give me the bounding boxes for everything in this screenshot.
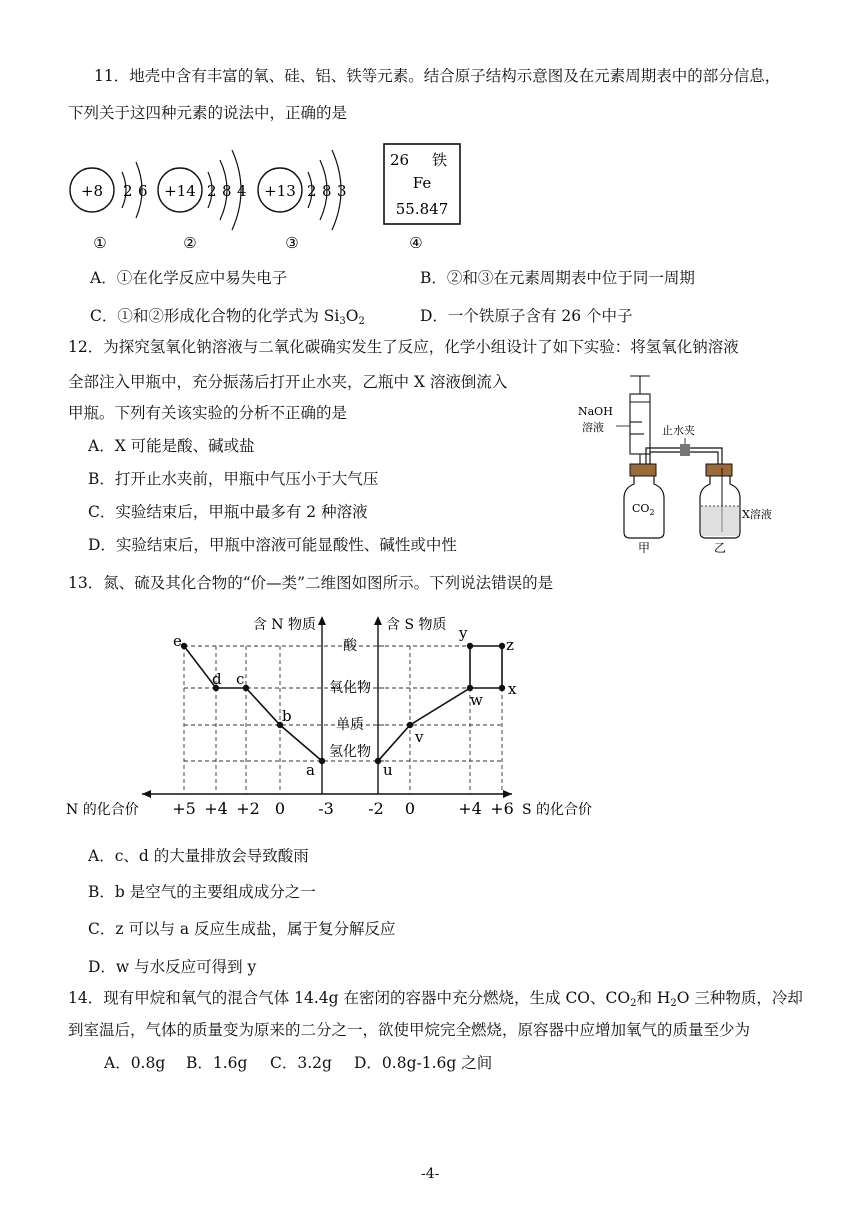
point-label-d: d — [212, 670, 222, 688]
point-label-x: x — [508, 680, 517, 698]
oxygen-atom-diagram — [70, 162, 148, 252]
q13-option-b: B．b 是空气的主要组成成分之一 — [88, 883, 316, 901]
tick-label: -2 — [368, 799, 384, 818]
s-valence-axis-label: S 的化合价 — [522, 802, 593, 818]
q13-valence-class-chart — [60, 608, 620, 826]
naoh-label: NaOH — [578, 405, 613, 418]
co2-label: $CO_2$ — [632, 502, 655, 517]
q11-stem-line1: 11．地壳中含有丰富的氧、硅、铝、铁等元素。结合原子结构示意图及在元素周期表中的部分信息， — [94, 67, 781, 85]
q14-stem-line1: 14．现有甲烷和氧气的混合气体 14.4g 在密闭的容器中充分燃烧，生成 CO、$CO_2$和 $H_2O$ 三种物质，冷却 — [68, 989, 803, 1009]
point-label-z: z — [506, 636, 514, 654]
page-number: -4- — [421, 1166, 440, 1182]
point-x — [499, 685, 505, 691]
silicon-atom-diagram — [158, 150, 247, 252]
bottle-jia — [624, 464, 664, 555]
s-tick-labels — [368, 799, 514, 818]
point-label-w: w — [470, 691, 483, 709]
atomic-mass: 55.847 — [395, 200, 449, 218]
q14-stem-line2: 到室温后，气体的质量变为原来的二分之一，欲使甲烷完全燃烧，原容器中应增加氧气的质量至少为 — [68, 1021, 751, 1039]
q12-apparatus-diagram — [572, 372, 792, 556]
electron-count: 2 — [123, 182, 133, 200]
electron-count: 6 — [138, 182, 148, 200]
point-label-u: u — [383, 761, 393, 779]
naoh-label-solution: 溶液 — [582, 421, 604, 434]
q11-option-b: B．②和③在元素周期表中位于同一周期 — [420, 269, 695, 287]
atom-nucleus: +8 — [80, 182, 104, 200]
electron-count: 2 — [207, 182, 217, 200]
clamp-label: 止水夹 — [662, 424, 695, 437]
q12-option-a: A．X 可能是酸、碱或盐 — [88, 437, 255, 455]
point-label-c: c — [236, 670, 245, 688]
point-y — [467, 643, 473, 649]
n-valence-axis-label: N 的化合价 — [66, 802, 139, 818]
category-label: 单质 — [336, 717, 364, 733]
electron-count: 8 — [222, 182, 232, 200]
tick-label: 0 — [404, 799, 416, 818]
electron-count: 3 — [337, 182, 347, 200]
point-v — [407, 722, 413, 728]
q14-option-d: D．0.8g-1.6g 之间 — [354, 1054, 493, 1072]
electron-count: 8 — [322, 182, 332, 200]
syringe — [630, 376, 650, 468]
q13-option-c: C．z 可以与 a 反应生成盐，属于复分解反应 — [88, 920, 396, 938]
electron-count: 4 — [237, 182, 247, 200]
q13-stem: 13．氮、硫及其化合物的“价—类”二维图如图所示。下列说法错误的是 — [68, 574, 554, 592]
q11-option-d: D．一个铁原子含有 26 个中子 — [420, 307, 633, 325]
category-label: 酸 — [343, 638, 357, 654]
element-name: 铁 — [432, 151, 448, 169]
atom-label: ② — [183, 234, 197, 252]
s-axis-title: 含 S 物质 — [386, 617, 447, 633]
q13-option-a: A．c、d 的大量排放会导致酸雨 — [88, 847, 309, 865]
n-tick-labels — [172, 799, 334, 818]
atom-label: ④ — [409, 234, 423, 252]
q11-atom-diagrams — [60, 138, 480, 260]
point-label-y: y — [459, 624, 468, 642]
n-axis-title: 含 N 物质 — [252, 617, 316, 633]
q13-option-d: D．w 与水反应可得到 y — [88, 958, 257, 976]
atom-nucleus: +13 — [264, 182, 296, 200]
tick-label: +4 — [458, 799, 482, 818]
q12-stem-line2: 全部注入甲瓶中，充分振荡后打开止水夹，乙瓶中 X 溶液倒流入 — [68, 373, 508, 391]
atom-nucleus: +14 — [164, 182, 196, 200]
tick-label: +2 — [236, 799, 260, 818]
q14-option-a: A．0.8g — [104, 1054, 166, 1072]
tick-label: +4 — [204, 799, 228, 818]
q12-stem-line3: 甲瓶。下列有关该实验的分析不正确的是 — [68, 404, 348, 422]
element-symbol: Fe — [412, 174, 432, 192]
bottle-yi — [700, 464, 772, 555]
category-label: 氢化物 — [329, 744, 371, 760]
point-z — [499, 643, 505, 649]
bottle-jia-label: 甲 — [637, 541, 651, 555]
point-label-e: e — [173, 632, 182, 650]
q14-option-c: C．3.2g — [270, 1054, 332, 1072]
q12-option-d: D．实验结束后，甲瓶中溶液可能显酸性、碱性或中性 — [88, 536, 457, 554]
point-label-v: v — [415, 728, 424, 746]
atom-label: ③ — [285, 234, 299, 252]
q11-option-a: A．①在化学反应中易失电子 — [90, 269, 288, 287]
q11-option-c: C．①和②形成化合物的化学式为 $Si_3O_2$ — [90, 307, 365, 327]
tick-label: -3 — [318, 799, 334, 818]
q11-stem-line2: 下列关于这四种元素的说法中，正确的是 — [68, 104, 348, 122]
tick-label: +6 — [490, 799, 514, 818]
point-u — [375, 758, 381, 764]
q14-option-b: B．1.6g — [186, 1054, 248, 1072]
atomic-number: 26 — [390, 151, 410, 169]
bottle-yi-label: 乙 — [713, 541, 727, 555]
category-label: 氧化物 — [329, 680, 371, 696]
atom-label: ① — [93, 234, 107, 252]
q12-option-c: C．实验结束后，甲瓶中最多有 2 种溶液 — [88, 503, 368, 521]
aluminum-atom-diagram — [258, 150, 347, 252]
electron-count: 2 — [307, 182, 317, 200]
x-solution-label: X溶液 — [742, 508, 772, 521]
point-label-a: a — [306, 761, 315, 779]
iron-element-cell — [384, 144, 460, 252]
tick-label: +5 — [172, 799, 196, 818]
point-a — [319, 758, 325, 764]
clamp-icon — [680, 444, 690, 456]
q12-option-b: B．打开止水夹前，甲瓶中气压小于大气压 — [88, 470, 379, 488]
q12-stem-line1: 12．为探究氢氧化钠溶液与二氧化碳确实发生了反应，化学小组设计了如下实验：将氢氧化钠溶液 — [68, 338, 739, 356]
axes — [142, 616, 512, 798]
tick-label: 0 — [274, 799, 286, 818]
point-label-b: b — [282, 707, 292, 725]
